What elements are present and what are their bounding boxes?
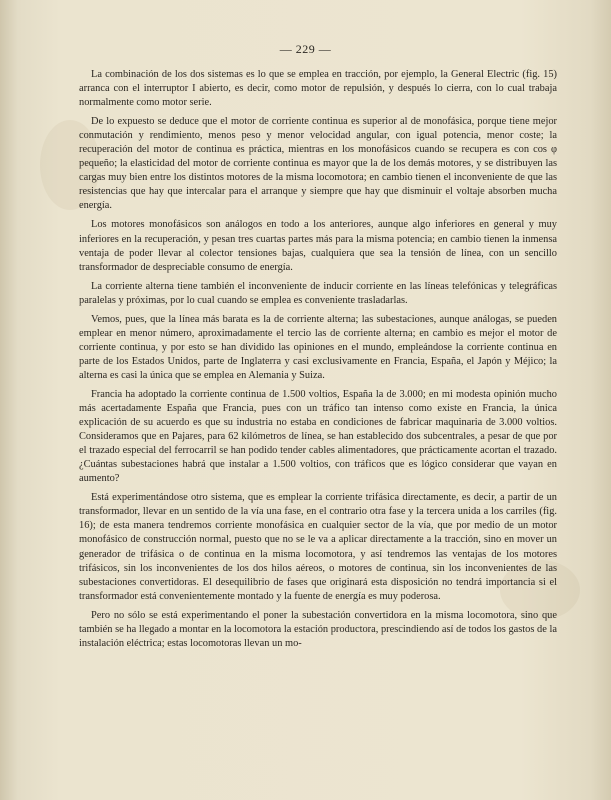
body-text xyxy=(79,68,557,656)
paragraph: De lo expuesto se deduce que el motor de corriente continua es superior al de monofásica, porque tiene mejor conmutación y rendimiento, menos peso y menor velocidad angular, con igual potencia, menor coste; la recuperación del motor de continua es práctica, mientras en los monofásicos cuando se recupera es con cos φ pequeño; la elasticidad del motor de corriente continua es mayor que la de los demás motores, y se distribuyen las cargas muy bien entre los distintos motores de la misma locomotora; en cambio tienen el inconveniente de que las resistencias que hay que intercalar para el arranque y siempre que hay que disminuir el voltaje absorben mucha energía. xyxy=(79,116,557,212)
paragraph: Pero no sólo se está experimentando el poner la subestación convertidora en la misma locomotora, sino que también se ha llegado a montar en la locomotora la estación productora, prescindiendo así de todos los gastos de la instalación eléctrica; estas locomotoras llevan un mo- xyxy=(79,609,557,649)
page-number: — 229 — xyxy=(279,42,332,56)
paragraph: Francia ha adoptado la corriente continua de 1.500 voltios, España la de 3.000; en mi modesta opinión mucho más acertadamente España que Francia, pues con un tráfico tan intenso como existe en Francia, la única explicación de su acuerdo es que su industria no estaba en condiciones de fabricar maquinaria de 3.000 voltios. Consideramos que en Pajares, para 62 kilómetros de línea, se han establecido dos subcentrales, a pesar de que por el trazado especial del ferrocarril se han podido tender cables alimentadores, que prácticamente acortan el trazado. ¿Cuántas subestaciones habrá que instalar a 1.500 voltios, con tráficos que es lógico considerar que vayan en aumento? xyxy=(79,388,557,485)
paragraph: La combinación de los dos sistemas es lo que se emplea en tracción, por ejemplo, la General Electric (fig. 15) arranca con el interruptor I abierto, es decir, como motor de repulsión, y después lo cierra, con lo cual trabaja normalmente como motor serie. xyxy=(79,69,557,109)
paragraph: Vemos, pues, que la línea más barata es la de corriente alterna; las subestaciones, aunque análogas, se pueden emplear en menor número, aproximadamente el tercio las de corriente alterna; en cambio es mejor el motor de corriente continua, y por esto se han dividido las opiniones en el mundo, empleándose la corriente continua en parte de los Estados Unidos, parte de Inglaterra y casi exclusivamente en Francia, España, el Japón y Méjico; la alterna es casi la única que se emplea en Alemania y Suiza. xyxy=(79,313,557,381)
paragraph: Está experimentándose otro sistema, que es emplear la corriente trifásica directamente, es decir, a partir de un transformador, llevar en un sentido de la vía una fase, en el contrario otra fase y la tercera unida a los carriles (fig. 16); de esta manera tendremos corriente monofásica en cualquier sector de la vía, que por medio de un motor monofásico de construcción normal, puesto que no se le va a aplicar directamente a la tracción, sino en mover un generador de trifásica o de continua en la misma locomotora, y así tendremos las ventajas de los motores trifásicos, sin los inconvenientes de los dos hilos aéreos, o motores de continua, sin los inconvenientes de las subestaciones convertidoras. El desequilibrio de fases que originará esta disposición no tendrá importancia si el transformador está convenientemente montado y la fuente de energía es muy poderosa. xyxy=(79,492,557,602)
paragraph: Los motores monofásicos son análogos en todo a los anteriores, aunque algo inferiores en general y muy inferiores en la recuperación, y pesan tres cuartas partes más para la misma potencia; en cambio tienen la inmensa ventaja de poder llevar al colector tensiones bajas, cualquiera que sea la tensión de línea, con un sencillo transformador de despreciable consumo de energía. xyxy=(79,219,557,273)
paragraph: La corriente alterna tiene también el inconveniente de inducir corriente en las líneas telefónicas y telegráficas paralelas y próximas, por lo cual cuando se emplea es conveniente trasladarlas. xyxy=(79,280,557,306)
